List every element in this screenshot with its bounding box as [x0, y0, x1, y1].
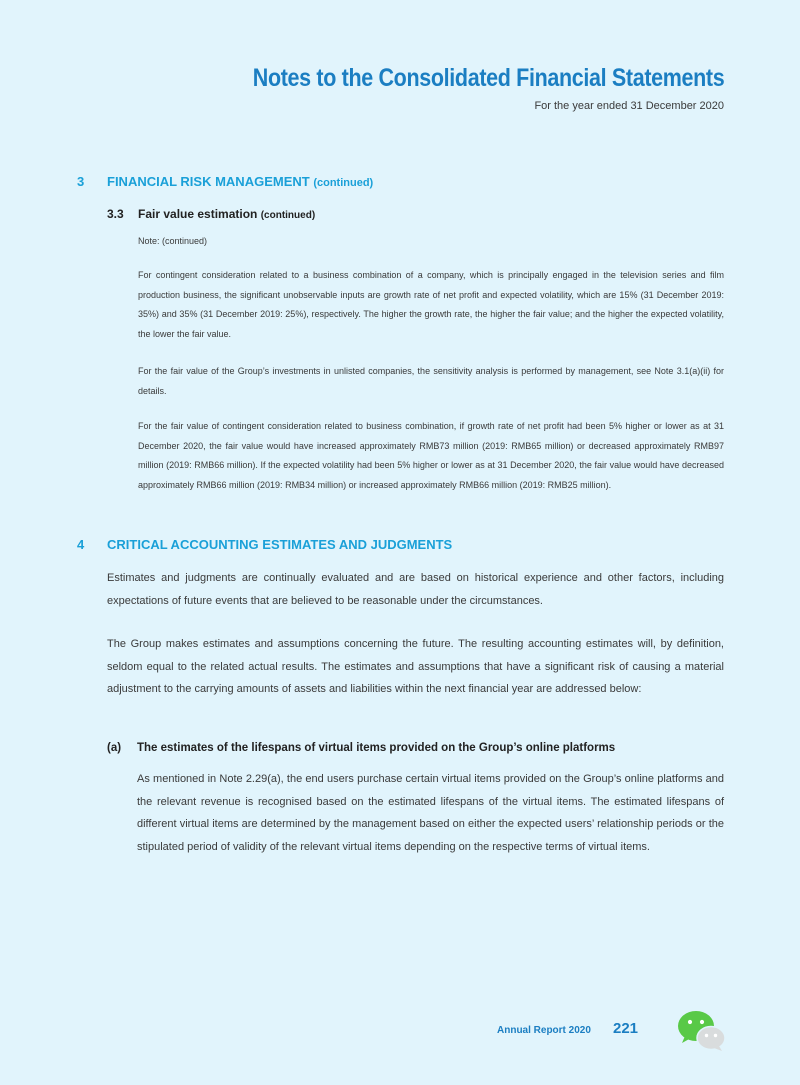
fair-value-paragraph-2: For the fair value of the Group’s investments in unlisted companies, the sensitivity analysis is performed by management, see Note 3.1(a)(ii) for details.: [138, 366, 724, 396]
item-a-heading: [107, 742, 615, 754]
section-4-heading: [77, 537, 452, 552]
section-4-title: CRITICAL ACCOUNTING ESTIMATES AND JUDGMENTS: [107, 537, 453, 552]
section-3-title: FINANCIAL RISK MANAGEMENT: [107, 174, 310, 189]
section-3-heading: [77, 174, 373, 189]
estimates-paragraph-1: Estimates and judgments are continually evaluated and are based on historical experience and other factors, including expectations of future events that are believed to be reasonable under the circumstances.: [107, 572, 724, 607]
item-a-title: The estimates of the lifespans of virtual items provided on the Group’s online platforms: [137, 742, 616, 754]
fair-value-paragraph-3: For the fair value of contingent consideration related to business combination, if growth rate of net profit had been 5% higher or lower as at 31 December 2020, the fair value would have increased approximately RMB73 million (2019: RMB65 million) or decreased approximately RMB97 million (2019: RMB66 million). If the expected volatility had been 5% higher or lower as at 31 December 2020, the fair value would have decreased approximately RMB66 million (2019: RMB34 million) or increased approximately RMB66 million (2019: RMB25 million).: [138, 421, 724, 490]
page-header-title: Notes to the Consolidated Financial Statements: [252, 64, 724, 92]
fair-value-paragraph-1: For contingent consideration related to a business combination of a company, which is principally engaged in the television series and film production business, the significant unobservable inputs are growth rate of net profit and expected volatility, which are 15% (31 December 2019: 35%) and 35% (31 December 2019: 25%), respectively. The higher the growth rate, the higher the fair value; and the higher the expected volatility, the lower the fair value.: [138, 270, 724, 339]
wechat-logo-icon: [677, 1010, 727, 1052]
footer-report-label: Annual Report 2020: [497, 1025, 591, 1036]
subsection-3-3-title: Fair value estimation: [138, 207, 258, 221]
note-label: Note: (continued): [138, 236, 208, 246]
section-4-number: 4: [77, 537, 85, 552]
subsection-3-3-heading: [107, 207, 315, 221]
item-a-paragraph: As mentioned in Note 2.29(a), the end users purchase certain virtual items provided on the Group’s online platforms and the relevant revenue is recognised based on the estimated lifespans of the virtual items. The estimated lifespans of different virtual items are determined by the management based on either the expected users’ relationship periods or the stipulated period of validity of the relevant virtual items depending on the respective terms of virtual items.: [137, 773, 724, 853]
page-header-subtitle: For the year ended 31 December 2020: [534, 100, 724, 112]
estimates-paragraph-2: The Group makes estimates and assumptions concerning the future. The resulting accounting estimates will, by definition, seldom equal to the related actual results. The estimates and assumptions that have a significant risk of causing a material adjustment to the carrying amounts of assets and liabilities within the next financial year are addressed below:: [107, 638, 724, 695]
subsection-3-3-continued: (continued): [260, 210, 316, 221]
section-3-continued: (continued): [313, 177, 374, 189]
section-3-number: 3: [77, 174, 85, 189]
page-number: 221: [613, 1020, 639, 1037]
subsection-3-3-number: 3.3: [107, 207, 124, 221]
item-a-label: (a): [107, 742, 122, 754]
